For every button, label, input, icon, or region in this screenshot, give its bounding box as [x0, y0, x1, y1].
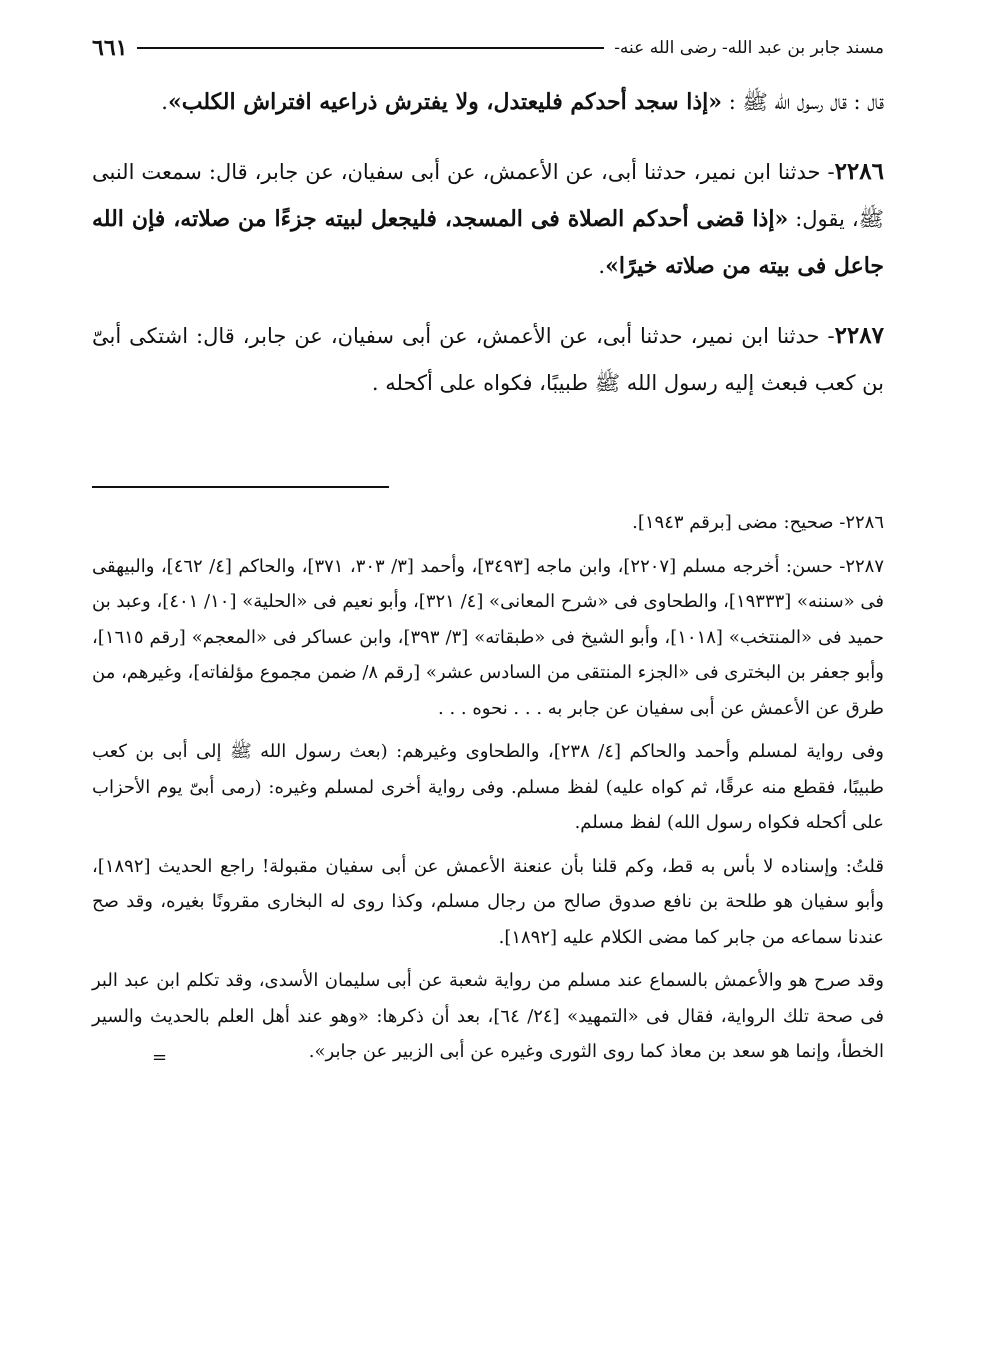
footnote: ٢٢٨٧- حسن: أخرجه مسلم [٢٢٠٧]، وابن ماجه [٣٤٩٣]، وأحمد [٣/ ٣٠٣، ٣٧١]، والحاكم [٤/ ٤٦٢]، والبيهقى فى «سننه» [١٩٣٣٣]، والطحاوى فى «شرح المعانى» [٤/ ٣٢١]، وأبو نعيم فى «الحلية» [١٠/ ٤٠١]، وعبد بن حميد فى «المنتخب» [١٠١٨]، وأبو الشيخ فى «طبقاته» [٣/ ٣٩٣]، وابن عساكر فى «المعجم» [رقم ١٦١٥]، وأبو جعفر بن البخترى فى «الجزء المنتقى من السادس عشر» [رقم ٨/ ضمن مجموع مؤلفاته]، وغيرهم، من طرق عن الأعمش عن أبى سفيان عن جابر به . . . نحوه . . . — [92, 555, 885, 719]
running-title: مسند جابر بن عبد الله- رضى الله عنه- — [614, 38, 884, 58]
footnote: ٢٢٨٦- صحيح: مضى [برقم ١٩٤٣]. — [632, 512, 884, 533]
header-rule — [137, 47, 604, 49]
hadith-isnad: - حدثنا ابن نمير، حدثنا أبى، عن الأعمش، عن أبى سفيان، عن جابر، قال: سمعت النبى ﷺ، يقول: — [92, 160, 884, 231]
hadith-number: ٢٢٨٧ — [834, 322, 884, 349]
footnote: وفى رواية لمسلم وأحمد والحاكم [٤/ ٢٣٨]، والطحاوى وغيرهم: (بعث رسول الله ﷺ إلى أبى بن كعب طبيبًا، فقطع منه عرقًا، ثم كواه عليه) لفظ مسلم. وفى رواية أخرى لمسلم وغيره: (رمى أبىّ يوم الأحزاب على أكحله فكواه رسول الله) لفظ مسلم. — [92, 741, 885, 833]
hadith-isnad: - حدثنا ابن نمير، حدثنا أبى، عن الأعمش، عن أبى سفيان، عن جابر، قال: اشتكى أبىّ بن كعب فبعث إليه رسول الله ﷺ طبيبًا، فكواه على أكحله . — [92, 324, 884, 395]
page-number: ٦٦١ — [92, 35, 128, 61]
footnote: وقد صرح هو والأعمش بالسماع عند مسلم من رواية شعبة عن أبى سليمان الأسدى، وقد تكلم ابن عبد البر فى صحة تلك الرواية، فقال فى «التمهيد» [٢٤/ ٦٤]، بعد أن ذكرها: «وهو عند أهل العلم بالحديث والسير الخطأ، وإنما هو سعد بن معاذ كما روى الثورى وغيره عن أبى الزبير عن جابر». — [92, 970, 884, 1062]
hadith-isnad: قال : قال رسول الله ﷺ : — [722, 90, 884, 114]
hadith-matn: «إذا سجد أحدكم فليعتدل، ولا يفترش ذراعيه افتراش الكلب» — [167, 89, 723, 115]
footnote: قلتُ: وإسناده لا بأس به قط، وكم قلنا بأن عنعنة الأعمش عن أبى سفيان مقبولة! راجع الحديث [١٨٩٢]، وأبو سفيان هو طلحة بن نافع صدوق صالح من رجال مسلم، وكذا روى له البخارى مقرونًا بغيره، وقد صح عندنا سماعه من جابر كما مضى الكلام عليه [١٨٩٢]. — [92, 855, 884, 948]
hadith-paragraph — [92, 78, 884, 126]
hadith-number: ٢٢٨٦ — [834, 158, 884, 185]
continuation-mark: = — [152, 1046, 168, 1068]
footnote-separator — [92, 486, 389, 488]
hadith-paragraph — [92, 312, 884, 407]
footnotes — [92, 505, 884, 1075]
hadith-end: . — [598, 254, 606, 278]
hadith-paragraph — [92, 148, 884, 290]
running-header — [92, 30, 884, 66]
hadith-matn: «إذا قضى أحدكم الصلاة فى المسجد، فليجعل لبيته جزءًا من صلاته، فإن الله جاعل فى بيته من صلاته خيرًا» — [92, 206, 884, 279]
hadith-end: . — [161, 90, 168, 114]
hadith-text — [92, 78, 884, 429]
